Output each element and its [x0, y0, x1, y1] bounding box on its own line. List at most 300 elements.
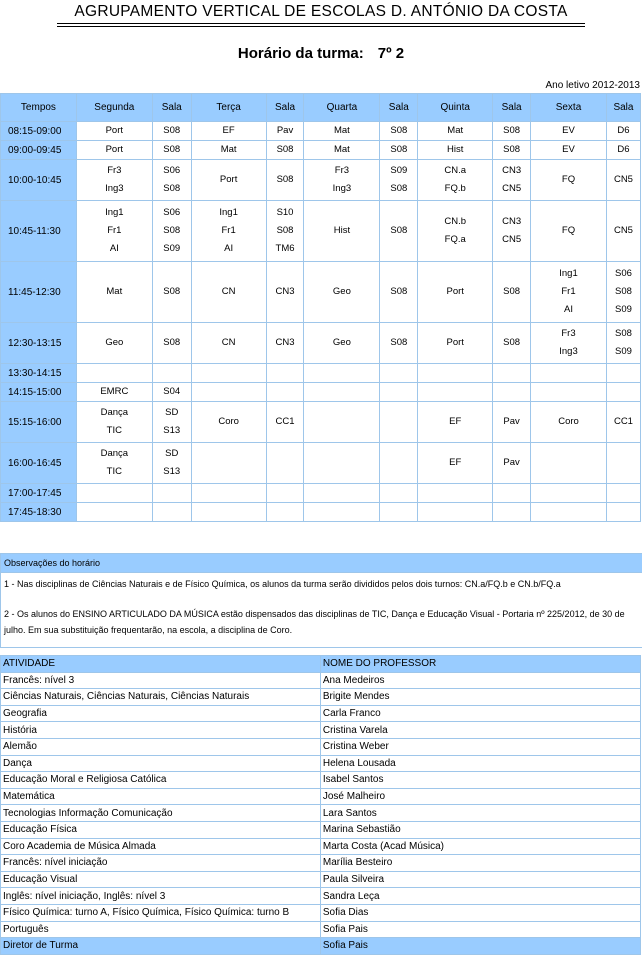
- room-cell: [606, 443, 640, 484]
- schedule-row: [1, 201, 641, 262]
- activity-cell: Ciências Naturais, Ciências Naturais, Ciências Naturais: [1, 689, 321, 706]
- schedule-row: [1, 141, 641, 160]
- director-name: Sofia Pais: [320, 938, 640, 955]
- subject-cell: [418, 484, 493, 503]
- room-cell: [152, 443, 191, 484]
- room-code: S08: [163, 286, 181, 297]
- room-code: S08: [276, 144, 294, 155]
- room-code: CC1: [275, 416, 295, 427]
- subject-cell: [418, 503, 493, 522]
- room-cell: [152, 141, 191, 160]
- room-cell: [152, 262, 191, 323]
- room-code: S04: [163, 386, 181, 397]
- activity-cell: Alemão: [1, 738, 321, 755]
- subject-cell: [304, 201, 380, 262]
- subject-code: Ing1: [559, 268, 578, 279]
- subject-code: Hist: [447, 144, 464, 155]
- room-code: CC1: [613, 416, 633, 427]
- teacher-name-cell: Isabel Santos: [320, 772, 640, 789]
- subject-cell: [418, 122, 493, 141]
- subject-cell: [191, 160, 266, 201]
- subject-cell: [418, 364, 493, 383]
- observations-body: [1, 573, 642, 647]
- room-cell: [493, 141, 531, 160]
- observation-item: 1 - Nas disciplinas de Ciências Naturais e de Físico Química, os alunos da turma serão divididos pelos dois turnos: CN.a/FQ.b e CN.b/FQ.a: [4, 579, 561, 589]
- teacher-name-cell: Sofia Pais: [320, 921, 640, 938]
- subject-cell: [76, 323, 152, 364]
- subject-cell: [418, 402, 493, 443]
- subject-cell: [191, 402, 266, 443]
- room-code: CN3: [275, 337, 295, 348]
- subject-code: Geo: [105, 337, 124, 348]
- room-code: S08: [503, 286, 521, 297]
- activity-cell: Educação Física: [1, 821, 321, 838]
- column-header: Sexta: [531, 94, 607, 122]
- room-code: S09: [163, 243, 181, 254]
- room-cell: [493, 160, 531, 201]
- observations-title: Observações do horário: [1, 554, 642, 573]
- room-cell: [493, 323, 531, 364]
- title-label: Horário da turma:: [237, 45, 364, 62]
- subject-cell: [418, 383, 493, 402]
- room-code: S08: [390, 337, 408, 348]
- room-cell: [493, 443, 531, 484]
- time-slot: 11:45-12:30: [1, 262, 77, 323]
- schedule-header-row: [1, 94, 641, 122]
- room-cell: [152, 503, 191, 522]
- subject-cell: [76, 364, 152, 383]
- time-slot: 16:00-16:45: [1, 443, 77, 484]
- teacher-name-cell: Helena Lousada: [320, 755, 640, 772]
- time-slot: 12:30-13:15: [1, 323, 77, 364]
- subject-code: Mat: [106, 286, 123, 297]
- room-cell: [380, 141, 418, 160]
- class-name: 7º 2: [377, 45, 405, 62]
- subject-cell: [191, 201, 266, 262]
- subject-code: Fr3: [561, 328, 576, 339]
- room-code: S10: [276, 207, 294, 218]
- room-code: CN5: [613, 225, 633, 236]
- column-header: Tempos: [1, 94, 77, 122]
- activity-cell: Tecnologias Informação Comunicação: [1, 805, 321, 822]
- room-cell: [606, 201, 640, 262]
- room-cell: [152, 484, 191, 503]
- subject-code: FQ: [561, 225, 576, 236]
- room-cell: [606, 323, 640, 364]
- column-header: Quarta: [304, 94, 380, 122]
- subject-code: Port: [219, 174, 238, 185]
- teacher-name-cell: Ana Medeiros: [320, 672, 640, 689]
- subject-code: EMRC: [100, 386, 129, 397]
- class-director-row: [1, 938, 641, 955]
- subject-cell: [304, 122, 380, 141]
- room-cell: [380, 443, 418, 484]
- activity-cell: Geografia: [1, 705, 321, 722]
- subject-code: Fr1: [221, 225, 236, 236]
- subject-cell: [531, 383, 607, 402]
- room-cell: [152, 323, 191, 364]
- subject-cell: [418, 160, 493, 201]
- subject-cell: [531, 402, 607, 443]
- teacher-row: [1, 772, 641, 789]
- activity-cell: Físico Química: turno A, Físico Química, Físico Química: turno B: [1, 904, 321, 921]
- schedule-row: [1, 364, 641, 383]
- subject-cell: [76, 484, 152, 503]
- subject-code: Port: [446, 337, 464, 348]
- subject-cell: [191, 503, 266, 522]
- subject-cell: [418, 443, 493, 484]
- subject-code: EF: [449, 457, 462, 468]
- subject-cell: [418, 262, 493, 323]
- teacher-name-cell: Sofia Dias: [320, 904, 640, 921]
- room-cell: [152, 160, 191, 201]
- room-code: S08: [390, 144, 408, 155]
- subject-cell: [76, 201, 152, 262]
- observations-box: [0, 553, 642, 648]
- subject-code: Coro: [558, 416, 579, 427]
- subject-code: Port: [446, 286, 464, 297]
- room-cell: [606, 503, 640, 522]
- subject-code: Mat: [333, 125, 350, 136]
- subject-code: Ing1: [219, 207, 238, 218]
- room-code: S13: [163, 425, 181, 436]
- time-slot: 17:00-17:45: [1, 484, 77, 503]
- column-header: Sala: [380, 94, 418, 122]
- teacher-name-cell: Brigite Mendes: [320, 689, 640, 706]
- subject-cell: [418, 201, 493, 262]
- subject-cell: [191, 262, 266, 323]
- room-cell: [493, 262, 531, 323]
- room-cell: [266, 402, 304, 443]
- time-slot: 10:00-10:45: [1, 160, 77, 201]
- subject-code: Mat: [447, 125, 464, 136]
- room-cell: [152, 122, 191, 141]
- room-code: S13: [163, 466, 181, 477]
- subject-cell: [304, 160, 380, 201]
- room-cell: [493, 503, 531, 522]
- time-slot: 17:45-18:30: [1, 503, 77, 522]
- room-cell: [493, 484, 531, 503]
- room-cell: [266, 122, 304, 141]
- teacher-row: [1, 821, 641, 838]
- teacher-name-cell: José Malheiro: [320, 788, 640, 805]
- subject-cell: [531, 484, 607, 503]
- subject-code: Ing3: [332, 183, 352, 194]
- activity-cell: História: [1, 722, 321, 739]
- room-code: S08: [163, 125, 181, 136]
- subject-cell: [304, 443, 380, 484]
- subject-code: CN: [221, 286, 236, 297]
- teacher-row: [1, 855, 641, 872]
- subject-code: Dança: [100, 407, 129, 418]
- subject-code: EF: [449, 416, 462, 427]
- room-code: SD: [165, 407, 179, 418]
- subject-code: FQ: [561, 174, 576, 185]
- room-cell: [266, 503, 304, 522]
- page-title: [0, 45, 642, 62]
- column-header: Sala: [152, 94, 191, 122]
- room-code: Pav: [503, 416, 520, 427]
- room-code: S08: [503, 125, 521, 136]
- schedule-row: [1, 383, 641, 402]
- subject-cell: [531, 323, 607, 364]
- room-code: CN5: [613, 174, 633, 185]
- time-slot: 08:15-09:00: [1, 122, 77, 141]
- header-divider: [57, 26, 585, 27]
- teacher-row: [1, 788, 641, 805]
- room-code: S09: [615, 346, 632, 357]
- subject-cell: [304, 262, 380, 323]
- subject-cell: [76, 503, 152, 522]
- subject-code: Dança: [100, 448, 129, 459]
- director-label: Diretor de Turma: [1, 938, 321, 955]
- subject-code: Port: [105, 144, 124, 155]
- room-code: S08: [390, 125, 408, 136]
- room-code: Pav: [276, 125, 294, 136]
- column-header: Sala: [266, 94, 304, 122]
- subject-cell: [191, 122, 266, 141]
- subject-code: EV: [562, 125, 575, 136]
- room-cell: [266, 323, 304, 364]
- schedule-row: [1, 323, 641, 364]
- room-cell: [606, 160, 640, 201]
- subject-code: FQ.a: [444, 234, 466, 245]
- room-cell: [493, 364, 531, 383]
- subject-cell: [304, 383, 380, 402]
- subject-code: CN.a: [444, 165, 467, 176]
- school-name: AGRUPAMENTO VERTICAL DE ESCOLAS D. ANTÓNIO DA COSTA: [57, 0, 585, 24]
- room-code: S08: [615, 328, 632, 339]
- teacher-row: [1, 805, 641, 822]
- teacher-name-cell: Carla Franco: [320, 705, 640, 722]
- subject-cell: [531, 201, 607, 262]
- subject-cell: [191, 364, 266, 383]
- teacher-name-cell: Marta Costa (Acad Música): [320, 838, 640, 855]
- room-cell: [606, 364, 640, 383]
- schedule-table: [0, 93, 641, 522]
- room-cell: [606, 383, 640, 402]
- subject-code: Ing3: [559, 346, 578, 357]
- subject-cell: [191, 383, 266, 402]
- subject-cell: [76, 443, 152, 484]
- room-cell: [380, 503, 418, 522]
- room-code: Pav: [503, 457, 520, 468]
- room-cell: [380, 484, 418, 503]
- column-header: Sala: [606, 94, 640, 122]
- schedule-row: [1, 160, 641, 201]
- room-code: S06: [163, 165, 181, 176]
- room-code: S06: [615, 268, 632, 279]
- room-cell: [380, 323, 418, 364]
- subject-cell: [531, 364, 607, 383]
- room-cell: [606, 141, 640, 160]
- subject-cell: [531, 160, 607, 201]
- room-code: S08: [163, 183, 181, 194]
- schedule-row: [1, 443, 641, 484]
- room-cell: [493, 402, 531, 443]
- room-cell: [493, 201, 531, 262]
- column-header: Segunda: [76, 94, 152, 122]
- room-cell: [266, 484, 304, 503]
- activity-cell: Inglês: nível iniciação, Inglês: nível 3: [1, 888, 321, 905]
- teacher-name-cell: Lara Santos: [320, 805, 640, 822]
- teacher-row: [1, 755, 641, 772]
- subject-code: Ing3: [105, 183, 124, 194]
- teacher-name-cell: Marina Sebastião: [320, 821, 640, 838]
- teacher-row: [1, 921, 641, 938]
- room-cell: [493, 383, 531, 402]
- room-code: S09: [615, 304, 632, 315]
- teacher-row: [1, 722, 641, 739]
- teacher-name-cell: Paula Silveira: [320, 871, 640, 888]
- room-cell: [606, 484, 640, 503]
- room-cell: [266, 160, 304, 201]
- time-slot: 14:15-15:00: [1, 383, 77, 402]
- teacher-row: [1, 871, 641, 888]
- subject-cell: [304, 141, 380, 160]
- subject-code: Fr1: [561, 286, 576, 297]
- subject-cell: [191, 323, 266, 364]
- room-cell: [266, 383, 304, 402]
- room-code: D6: [617, 125, 630, 136]
- room-code: SD: [165, 448, 179, 459]
- teacher-row: [1, 672, 641, 689]
- subject-code: AI: [224, 243, 234, 254]
- column-header: Terça: [191, 94, 266, 122]
- subject-cell: [531, 262, 607, 323]
- activity-cell: Educação Visual: [1, 871, 321, 888]
- room-code: S08: [163, 225, 181, 236]
- time-slot: 09:00-09:45: [1, 141, 77, 160]
- room-cell: [380, 262, 418, 323]
- subject-code: Fr3: [107, 165, 122, 176]
- subject-code: Fr3: [334, 165, 350, 176]
- subject-cell: [191, 443, 266, 484]
- subject-cell: [76, 402, 152, 443]
- column-header: ATIVIDADE: [1, 656, 321, 673]
- subject-code: Geo: [332, 337, 351, 348]
- subject-code: Ing1: [105, 207, 124, 218]
- subject-code: Hist: [333, 225, 351, 236]
- room-code: D6: [617, 144, 630, 155]
- room-cell: [380, 402, 418, 443]
- subject-cell: [76, 122, 152, 141]
- subject-cell: [304, 503, 380, 522]
- school-year: Ano letivo 2012-2013: [545, 80, 640, 91]
- room-code: CN5: [502, 183, 522, 194]
- room-cell: [152, 383, 191, 402]
- room-code: S08: [276, 174, 294, 185]
- subject-code: CN.b: [444, 216, 467, 227]
- room-code: S09: [390, 165, 408, 176]
- teachers-table: [0, 655, 641, 955]
- column-header: Quinta: [418, 94, 493, 122]
- subject-code: Mat: [220, 144, 237, 155]
- column-header: NOME DO PROFESSOR: [320, 656, 640, 673]
- subject-cell: [531, 503, 607, 522]
- room-code: S08: [390, 183, 408, 194]
- room-code: CN3: [502, 165, 522, 176]
- teacher-name-cell: Cristina Weber: [320, 738, 640, 755]
- room-cell: [606, 262, 640, 323]
- room-code: S08: [163, 337, 181, 348]
- subject-cell: [304, 323, 380, 364]
- schedule-row: [1, 503, 641, 522]
- subject-cell: [76, 160, 152, 201]
- room-code: S08: [503, 337, 521, 348]
- column-header: Sala: [493, 94, 531, 122]
- subject-code: CN: [221, 337, 236, 348]
- room-code: S06: [163, 207, 181, 218]
- subject-cell: [76, 262, 152, 323]
- subject-cell: [418, 141, 493, 160]
- room-code: S08: [615, 286, 632, 297]
- teacher-name-cell: Marília Besteiro: [320, 855, 640, 872]
- activity-cell: Dança: [1, 755, 321, 772]
- schedule-row: [1, 122, 641, 141]
- subject-code: Fr1: [107, 225, 122, 236]
- time-slot: 15:15-16:00: [1, 402, 77, 443]
- activity-cell: Coro Academia de Música Almada: [1, 838, 321, 855]
- subject-code: TIC: [106, 466, 122, 477]
- room-cell: [266, 201, 304, 262]
- subject-code: Port: [105, 125, 124, 136]
- activity-cell: Francês: nível iniciação: [1, 855, 321, 872]
- subject-cell: [76, 383, 152, 402]
- subject-cell: [418, 323, 493, 364]
- subject-code: TIC: [106, 425, 122, 436]
- room-code: S08: [390, 225, 408, 236]
- teacher-row: [1, 705, 641, 722]
- activity-cell: Matemática: [1, 788, 321, 805]
- room-cell: [606, 122, 640, 141]
- room-cell: [266, 262, 304, 323]
- room-code: S08: [163, 144, 181, 155]
- room-cell: [266, 443, 304, 484]
- room-cell: [380, 160, 418, 201]
- observation-item: 2 - Os alunos do ENSINO ARTICULADO DA MÚSICA estão dispensados das disciplinas de TIC, Dança e Educação Visual - Portaria nº 225/2012, de 30 de julho. Em sua substituição frequentarão, na escola, a disciplina de Coro.: [4, 609, 625, 635]
- room-cell: [266, 364, 304, 383]
- room-cell: [152, 402, 191, 443]
- room-code: CN3: [275, 286, 295, 297]
- subject-cell: [304, 364, 380, 383]
- subject-code: AI: [564, 304, 573, 315]
- subject-code: FQ.b: [444, 183, 466, 194]
- room-cell: [493, 122, 531, 141]
- time-slot: 13:30-14:15: [1, 364, 77, 383]
- room-cell: [152, 201, 191, 262]
- room-cell: [152, 364, 191, 383]
- subject-code: Geo: [332, 286, 351, 297]
- room-cell: [266, 141, 304, 160]
- room-code: S08: [390, 286, 408, 297]
- activity-cell: Português: [1, 921, 321, 938]
- teacher-row: [1, 904, 641, 921]
- schedule-row: [1, 402, 641, 443]
- room-cell: [380, 122, 418, 141]
- activity-cell: Francês: nível 3: [1, 672, 321, 689]
- room-code: CN3: [502, 216, 522, 227]
- room-cell: [380, 364, 418, 383]
- room-cell: [606, 402, 640, 443]
- subject-code: Coro: [218, 416, 239, 427]
- subject-cell: [531, 443, 607, 484]
- subject-cell: [531, 141, 607, 160]
- subject-cell: [76, 141, 152, 160]
- subject-cell: [191, 484, 266, 503]
- room-code: S08: [503, 144, 521, 155]
- schedule-row: [1, 262, 641, 323]
